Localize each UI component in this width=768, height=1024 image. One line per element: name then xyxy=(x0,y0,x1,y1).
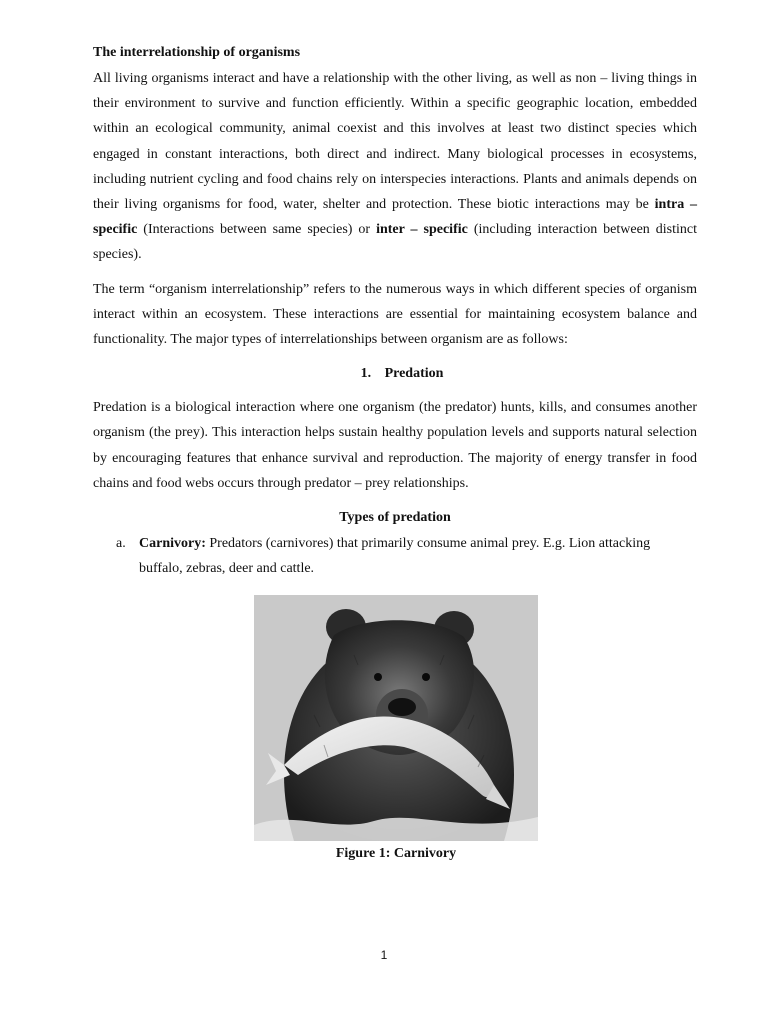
intro-paragraph xyxy=(93,66,697,268)
intra-specific-term: intra – specific xyxy=(93,197,697,238)
section-title: Predation xyxy=(384,366,444,382)
list-marker: a. xyxy=(116,536,126,552)
figure-caption: Figure 1: Carnivory xyxy=(335,846,457,861)
list-text: Predators (carnivores) that primarily consume animal prey. E.g. Lion attacking buffalo, zebras, deer and cattle. xyxy=(139,536,651,577)
bear-with-fish-photo xyxy=(254,595,538,841)
types-of-predation-heading: Types of predation xyxy=(339,510,451,526)
document-page xyxy=(93,40,697,581)
document-title: The interrelationship of organisms xyxy=(93,45,301,60)
list-term: Carnivory: xyxy=(139,536,206,552)
page-number: 1 xyxy=(380,948,388,962)
predation-paragraph: Predation is a biological interaction where one organism (the predator) hunts, kills, and consumes another organism (the prey). This interaction helps sustain healthy population levels and supports natural selection by encouraging features that enhance survival and reproduction. The majority of energy transfer in food chains and food webs occurs through predator – prey relationships. xyxy=(93,400,697,491)
intro-text-3: (including interaction between distinct species). xyxy=(93,222,697,263)
list-item-carnivory xyxy=(93,531,697,581)
intro-text-2: (Interactions between same species) or xyxy=(137,222,377,238)
inter-specific-term: inter – specific xyxy=(376,222,468,238)
section-heading-predation xyxy=(93,361,697,386)
intro-text-1: All living organisms interact and have a relationship with the other living, as well as non – living things in their environment to survive and function efficiently. Within a specific geographic location, embedded within an ecological community, animal coexist and this involves at least two distinct species which engaged in constant interactions, both direct and indirect. Many biological processes in ecosystems, including nutrient cycling and food chains rely on interspecies interactions. Plants and animals depends on their living organisms for food, water, shelter and protection. These biotic interactions may be xyxy=(93,71,697,213)
section-number: 1. xyxy=(360,366,372,382)
bear-with-fish-icon xyxy=(254,595,538,841)
interrelationship-paragraph: The term “organism interrelationship” refers to the numerous ways in which different species of organism interact within an ecosystem. These interactions are essential for maintaining ecosystem balance and functionality. The major types of interrelationships between organism are as follows: xyxy=(93,281,697,348)
